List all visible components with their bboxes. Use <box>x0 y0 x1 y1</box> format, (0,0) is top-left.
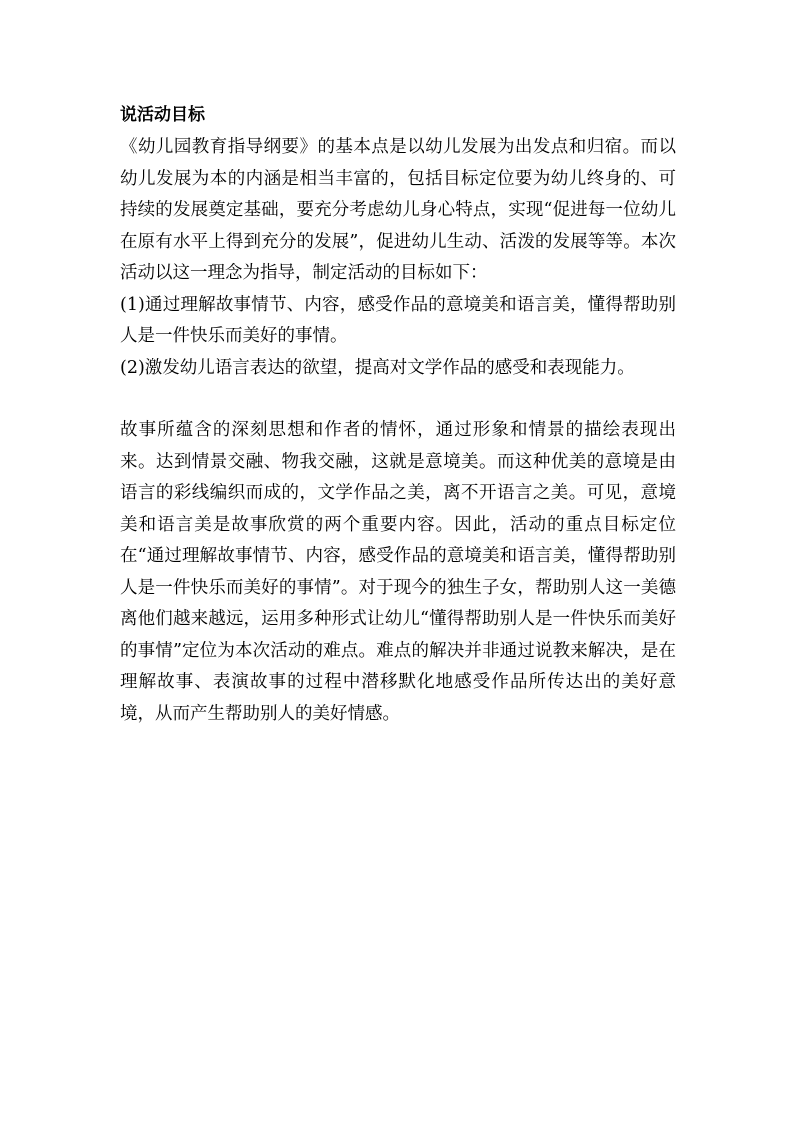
intro-paragraph: 《幼儿园教育指导纲要》的基本点是以幼儿发展为出发点和归宿。而以幼儿发展为本的内涵是相当丰富的，包括目标定位要为幼儿终身的、可持续的发展奠定基础，要充分考虑幼儿身心特点，实现“促进每一位幼儿在原有水平上得到充分的发展”，促进幼儿生动、活泼的发展等等。本次活动以这一理念为指导，制定活动的目标如下： <box>120 137 676 283</box>
goal-item-2: (2)激发幼儿语言表达的欲望，提高对文学作品的感受和表现能力。 <box>120 357 635 378</box>
section-heading: 说活动目标 <box>120 105 205 125</box>
document-body <box>120 98 676 730</box>
goal-item-1: (1)通过理解故事情节、内容，感受作品的意境美和语言美，懂得帮助别人是一件快乐而美好的事情。 <box>120 294 676 346</box>
analysis-paragraph: 故事所蕴含的深刻思想和作者的情怀，通过形象和情景的描绘表现出来。达到情景交融、物我交融，这就是意境美。而这种优美的意境是由语言的彩线编织而成的，文学作品之美，离不开语言之美。可见，意境美和语言美是故事欣赏的两个重要内容。因此，活动的重点目标定位在“通过理解故事情节、内容，感受作品的意境美和语言美，懂得帮助别人是一件快乐而美好的事情”。对于现今的独生子女，帮助别人这一美德离他们越来越远，运用多种形式让幼儿“懂得帮助别人是一件快乐而美好的事情”定位为本次活动的难点。难点的解决并非通过说教来解决，是在理解故事、表演故事的过程中潜移默化地感受作品所传达出的美好意境，从而产生帮助别人的美好情感。 <box>120 420 676 724</box>
paragraph-spacer <box>120 384 676 415</box>
